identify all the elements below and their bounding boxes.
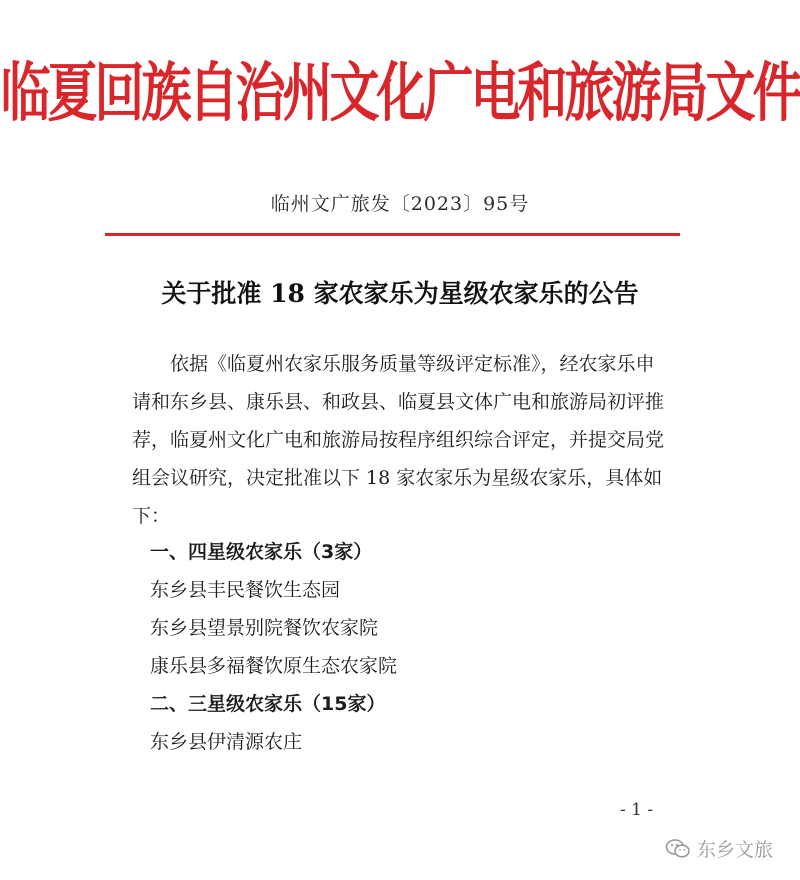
page-number: - 1 - <box>620 800 654 820</box>
wechat-icon <box>665 838 691 860</box>
paragraph-line: 请和东乡县、康乐县、和政县、临夏县文体广电和旅游局初评推 <box>132 391 665 413</box>
red-divider-line <box>105 233 680 236</box>
watermark-text: 东乡文旅 <box>697 839 774 861</box>
list-item: 东乡县丰民餐饮生态园 <box>150 579 341 601</box>
paragraph-line: 荐，临夏州文化广电和旅游局按程序组织综合评定，并提交局党 <box>132 429 665 451</box>
list-item: 康乐县多福餐饮原生态农家院 <box>150 655 398 677</box>
notice-paragraph <box>132 345 692 535</box>
section-heading-three-star: 二、三星级农家乐（15家） <box>150 693 386 715</box>
watermark <box>665 835 773 862</box>
issuing-authority-header: 临夏回族自治州文化广电和旅游局文件 <box>0 56 800 131</box>
paragraph-line: 组会议研究，决定批准以下 18 家农家乐为星级农家乐，具体如 <box>132 467 663 489</box>
list-item: 东乡县伊清源农庄 <box>150 731 303 753</box>
document-number: 临州文广旅发〔2023〕95号 <box>270 193 530 215</box>
list-item: 东乡县望景别院餐饮农家院 <box>150 617 379 639</box>
paragraph-line: 下： <box>132 505 171 527</box>
notice-title: 关于批准 18 家农家乐为星级农家乐的公告 <box>161 279 639 308</box>
section-heading-four-star: 一、四星级农家乐（3家） <box>150 541 373 563</box>
paragraph-line: 依据《临夏州农家乐服务质量等级评定标准》，经农家乐申 <box>170 353 655 375</box>
